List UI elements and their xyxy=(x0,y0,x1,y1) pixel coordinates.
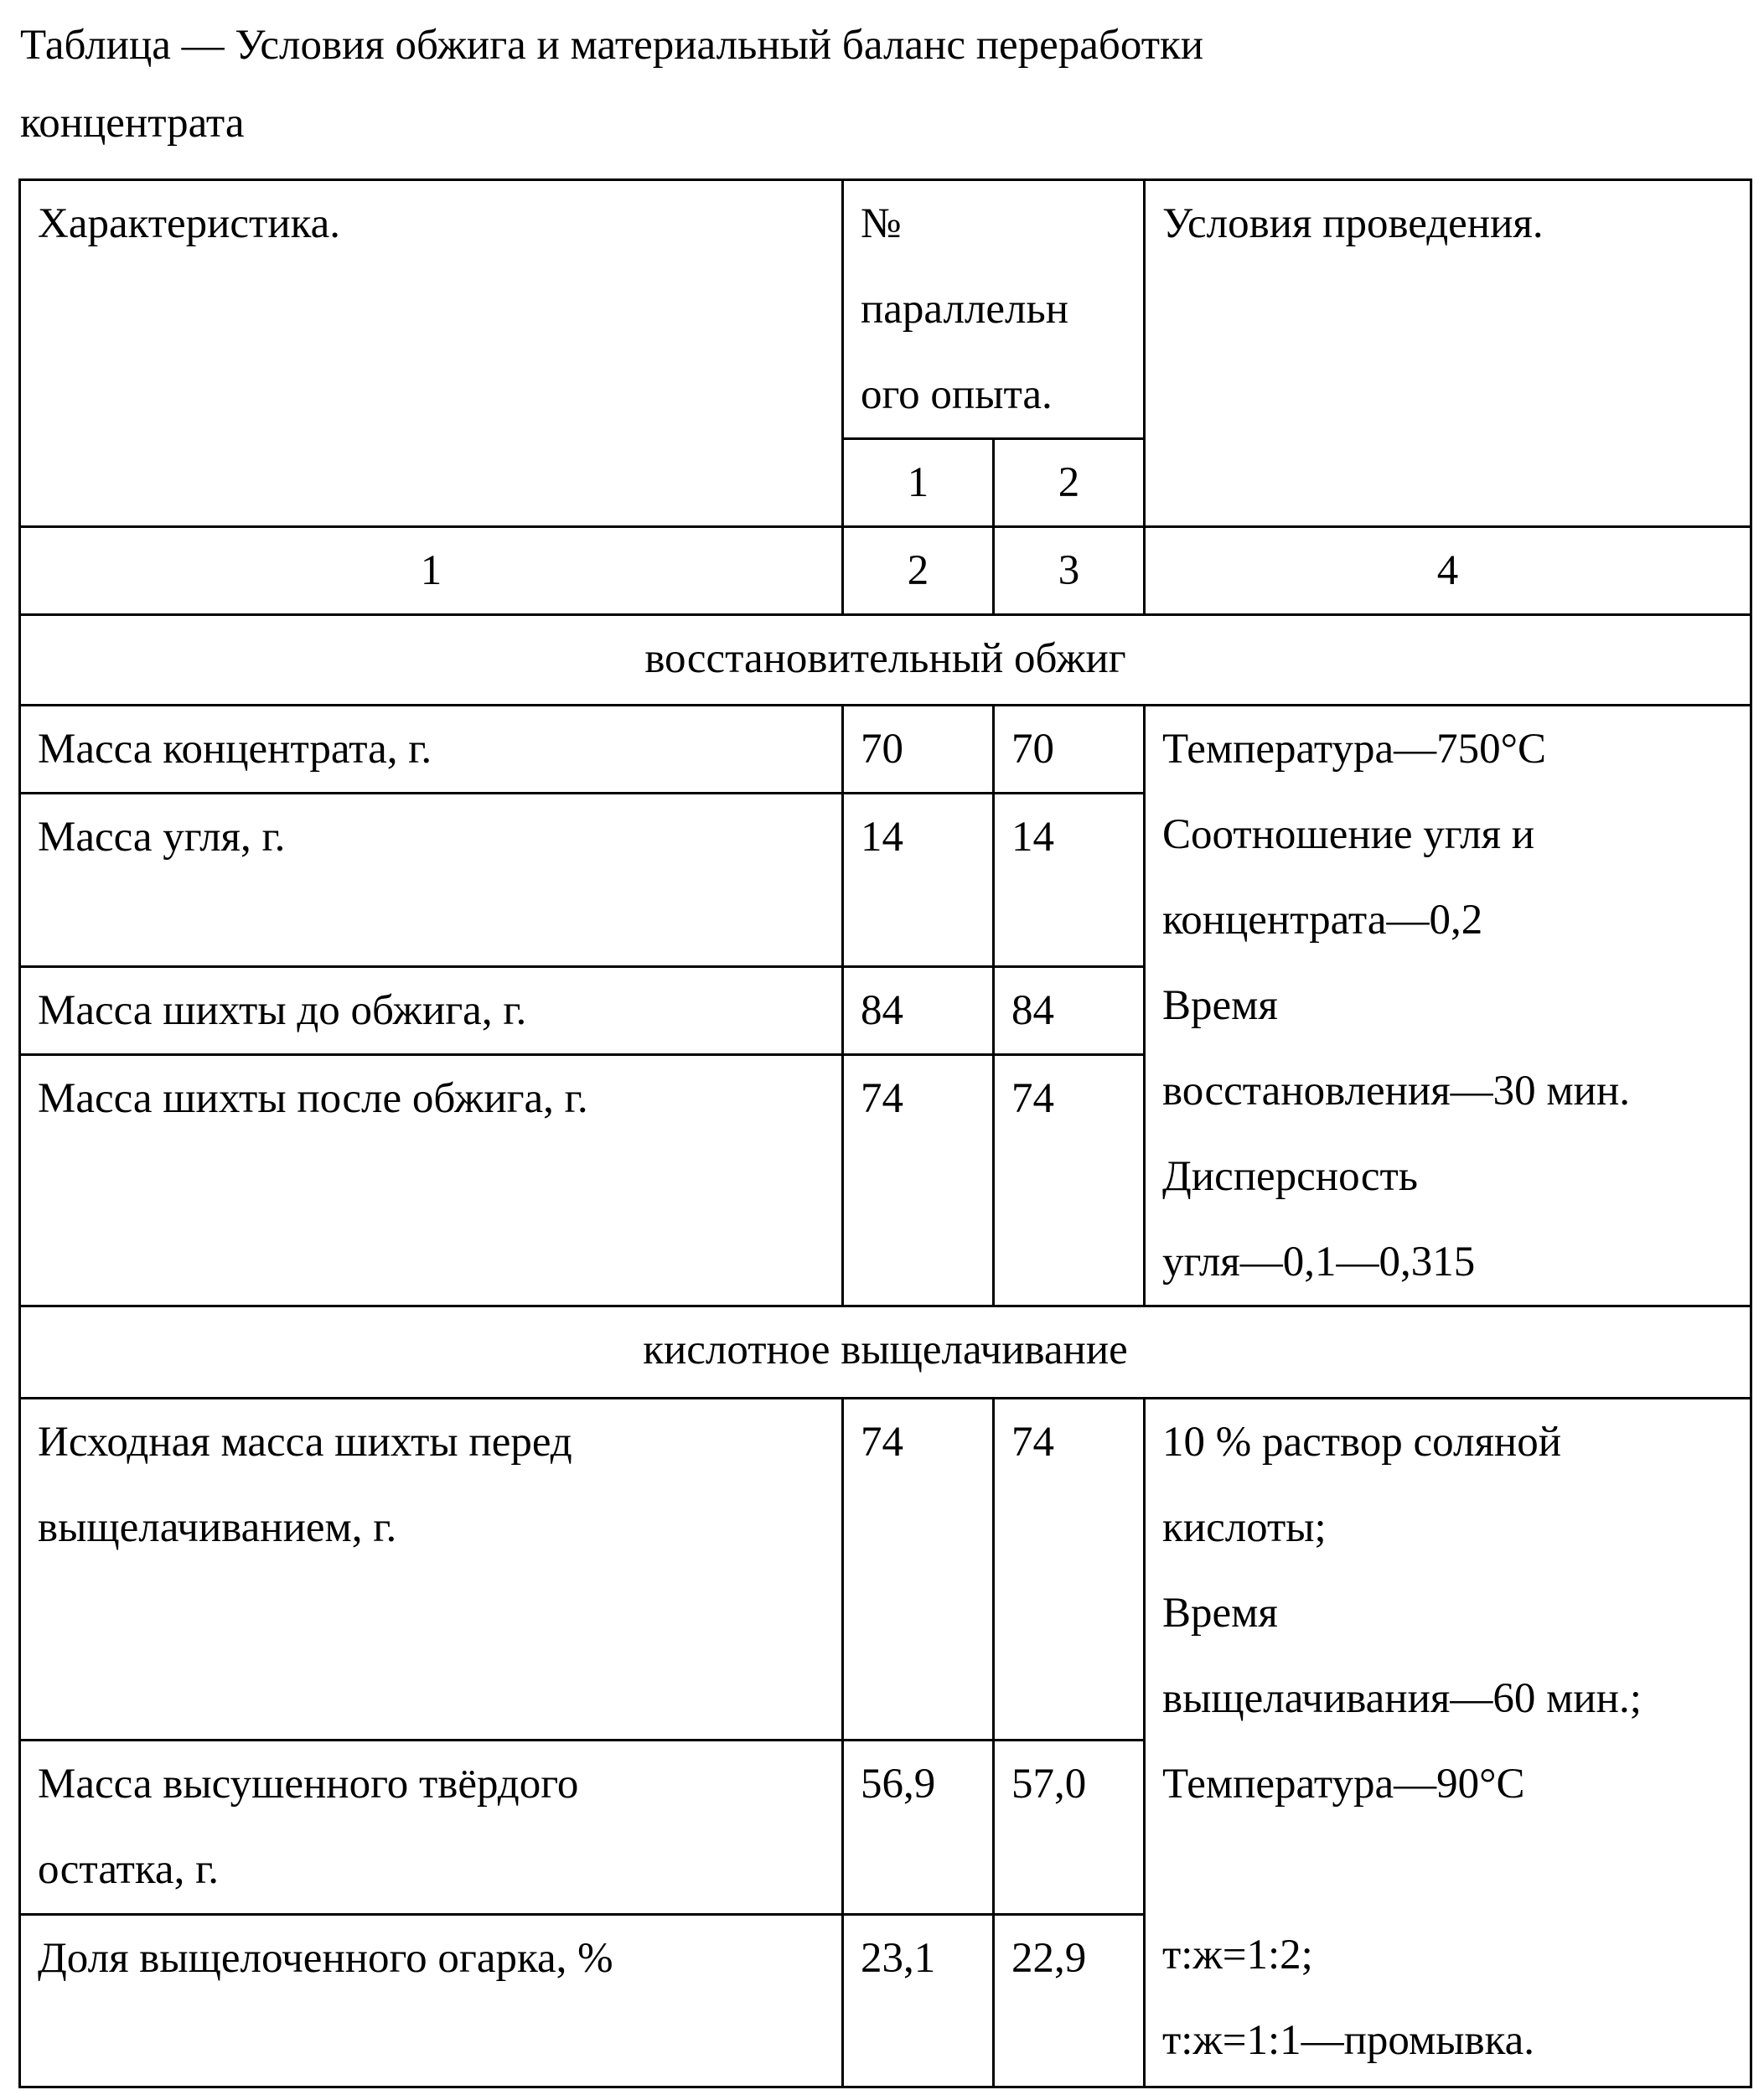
row-label-text: Масса концентрата, г. xyxy=(38,726,432,773)
value-exp-2: 70 xyxy=(994,706,1145,794)
header-row xyxy=(20,180,1751,439)
condition-line: т:ж=1:2; xyxy=(1162,1912,1733,1998)
condition-line: Дисперсность xyxy=(1162,1134,1733,1219)
condition-line: угля—0,1—0,315 xyxy=(1162,1219,1733,1305)
value-exp-1: 14 xyxy=(843,794,994,967)
caption-line-2: концентрата xyxy=(20,85,1746,163)
column-number-3: 3 xyxy=(994,527,1145,615)
condition-line: 10 % раствор соляной xyxy=(1162,1399,1733,1485)
row-label-text: Масса высушенного твёрдого xyxy=(38,1741,825,1827)
row-label-text: выщелачиванием, г. xyxy=(38,1485,825,1570)
header-characteristic-text: Характеристика. xyxy=(38,200,340,247)
header-exp-line-2: параллельн xyxy=(861,266,1126,352)
value-exp-1: 23,1 xyxy=(843,1915,994,2087)
column-number-1: 1 xyxy=(20,527,843,615)
row-label-text: Масса угля, г. xyxy=(38,814,285,861)
value-exp-1: 84 xyxy=(843,967,994,1055)
value-exp-1: 74 xyxy=(843,1399,994,1741)
column-number-row xyxy=(20,527,1751,615)
caption-line-1: Таблица — Условия обжига и материальный баланс переработки xyxy=(20,7,1746,85)
header-exp-line-3: ого опыта. xyxy=(861,352,1126,437)
value-exp-1: 56,9 xyxy=(843,1741,994,1915)
section-header-row xyxy=(20,615,1751,706)
table-row xyxy=(20,1399,1751,1741)
column-number-2: 2 xyxy=(843,527,994,615)
condition-line: кислоты; xyxy=(1162,1485,1733,1570)
header-exp-line-1: № xyxy=(861,181,1126,266)
condition-line: Температура—90°С xyxy=(1162,1741,1733,1827)
header-characteristic xyxy=(20,180,843,527)
row-label-text: Доля выщелоченного огарка, % xyxy=(38,1935,613,1982)
value-exp-2: 74 xyxy=(994,1055,1145,1306)
row-label-text: Масса шихты после обжига, г. xyxy=(38,1075,588,1122)
data-table xyxy=(18,178,1752,2088)
row-label-text: Исходная масса шихты перед xyxy=(38,1399,825,1485)
section-header-row xyxy=(20,1306,1751,1399)
column-number-4: 4 xyxy=(1145,527,1751,615)
value-exp-1: 70 xyxy=(843,706,994,794)
value-exp-1: 74 xyxy=(843,1055,994,1306)
table-caption xyxy=(20,7,1746,163)
condition-line: т:ж=1:1—промывка. xyxy=(1162,1998,1733,2083)
value-exp-2: 22,9 xyxy=(994,1915,1145,2087)
row-label xyxy=(20,706,843,794)
condition-line xyxy=(1162,1827,1733,1912)
condition-line: Соотношение угля и xyxy=(1162,792,1733,877)
value-exp-2: 57,0 xyxy=(994,1741,1145,1915)
header-conditions xyxy=(1145,180,1751,527)
section-title-reduction-roasting: восстановительный обжиг xyxy=(20,615,1751,706)
condition-line: Время xyxy=(1162,1570,1733,1656)
row-label xyxy=(20,967,843,1055)
row-label xyxy=(20,1055,843,1306)
condition-line: выщелачивания—60 мин.; xyxy=(1162,1656,1733,1741)
row-label xyxy=(20,1741,843,1915)
value-exp-2: 84 xyxy=(994,967,1145,1055)
condition-line: концентрата—0,2 xyxy=(1162,877,1733,963)
value-exp-2: 14 xyxy=(994,794,1145,967)
conditions-reduction-roasting xyxy=(1145,706,1751,1306)
header-exp-2: 2 xyxy=(994,439,1145,527)
row-label xyxy=(20,1915,843,2087)
header-experiment-no xyxy=(843,180,1145,439)
row-label-text: Масса шихты до обжига, г. xyxy=(38,987,526,1034)
condition-line: восстановления—30 мин. xyxy=(1162,1048,1733,1134)
table-row xyxy=(20,706,1751,794)
row-label-text: остатка, г. xyxy=(38,1827,825,1912)
section-title-acid-leaching: кислотное выщелачивание xyxy=(20,1306,1751,1399)
condition-line: Время xyxy=(1162,963,1733,1048)
row-label xyxy=(20,794,843,967)
header-exp-1: 1 xyxy=(843,439,994,527)
value-exp-2: 74 xyxy=(994,1399,1145,1741)
conditions-acid-leaching xyxy=(1145,1399,1751,2087)
row-label xyxy=(20,1399,843,1741)
header-conditions-text: Условия проведения. xyxy=(1162,200,1544,247)
condition-line: Температура—750°С xyxy=(1162,706,1733,792)
